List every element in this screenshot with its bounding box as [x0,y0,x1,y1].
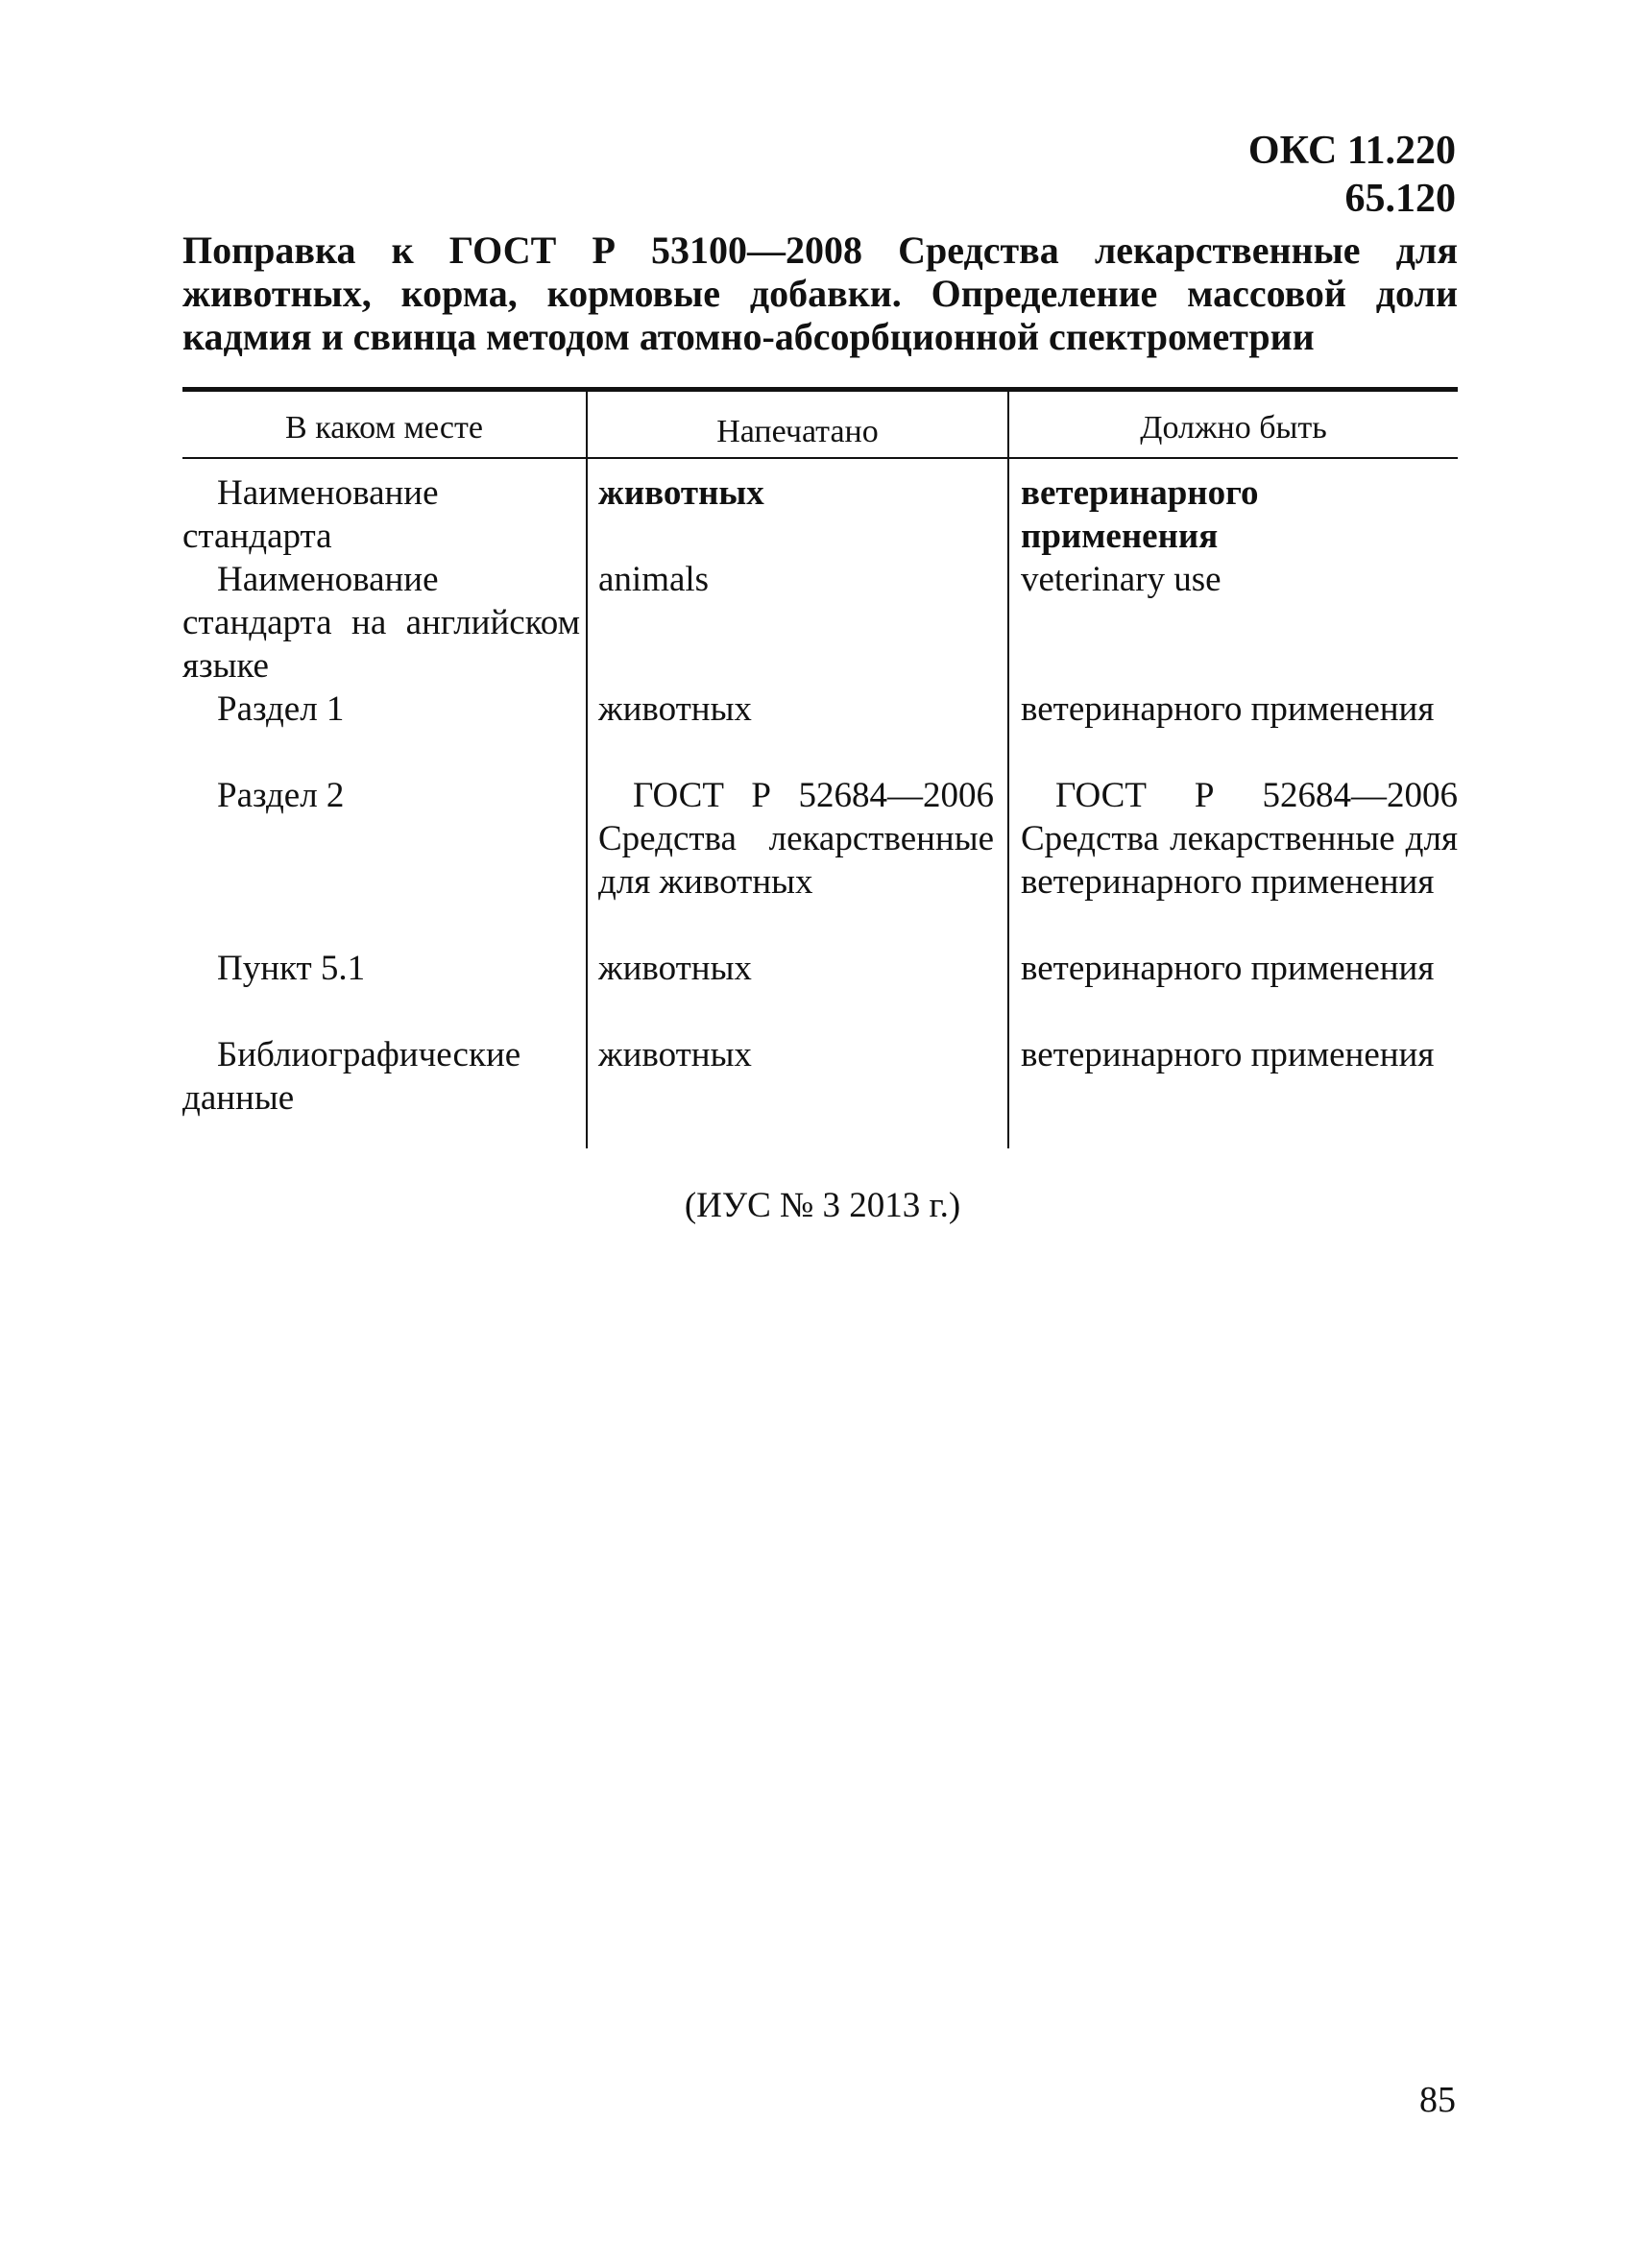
table-row-5-where: Пункт 5.1 [217,949,366,988]
amendment-table [182,387,1458,1148]
document-title: Поправка к ГОСТ Р 53100—2008 Средства лекарственные для животных, корма, кормовые добавки. Определение массовой доли кадмия и свинца методом атомно-абсорбционной спектрометрии [182,229,1458,358]
table-row-6-printed: животных [598,1035,752,1074]
table-row-6-should-be: ветеринарного применения [1021,1035,1435,1074]
column-header-should-be: Должно быть [1140,410,1327,446]
table-row-2-printed: animals [598,560,710,599]
table-row-4-should-be: ГОСТ Р 52684—2006 Средства лекарственные для ветеринарного применения [1021,776,1458,902]
ius-reference: (ИУС № 3 2013 г.) [684,1186,961,1225]
page-number: 85 [1419,2080,1456,2120]
table-row-5-printed: животных [598,949,752,988]
column-header-printed: Напечатано [716,414,879,449]
table-row-4-printed: ГОСТ Р 52684—2006 Средства лекарственные для животных [598,776,994,902]
table-row-3-printed: животных [598,689,752,729]
table-row-6-where: Библиографические данные [182,1035,521,1118]
oks-code-line-1: ОКС 11.220 [1247,129,1456,173]
oks-code-line-2: 65.120 [1344,177,1456,221]
column-divider [586,392,588,1148]
column-divider [1007,392,1009,1148]
table-row-2-should-be: veterinary use [1021,560,1222,599]
table-row-3-where: Раздел 1 [217,689,345,729]
column-header-where: В каком месте [285,410,483,446]
table-row-2-where: Наименование стандарта на английском языке [182,560,580,686]
oks-code [1248,127,1456,223]
table-row-1-where: Наименование стандарта [182,473,439,556]
table-row-3-should-be: ветеринарного применения [1021,689,1435,729]
table-row-4-where: Раздел 2 [217,776,345,815]
table-row-1-should-be: ветеринарного применения [1021,473,1259,556]
table-row-5-should-be: ветеринарного применения [1021,949,1435,988]
table-row-1-printed: животных [598,473,764,513]
